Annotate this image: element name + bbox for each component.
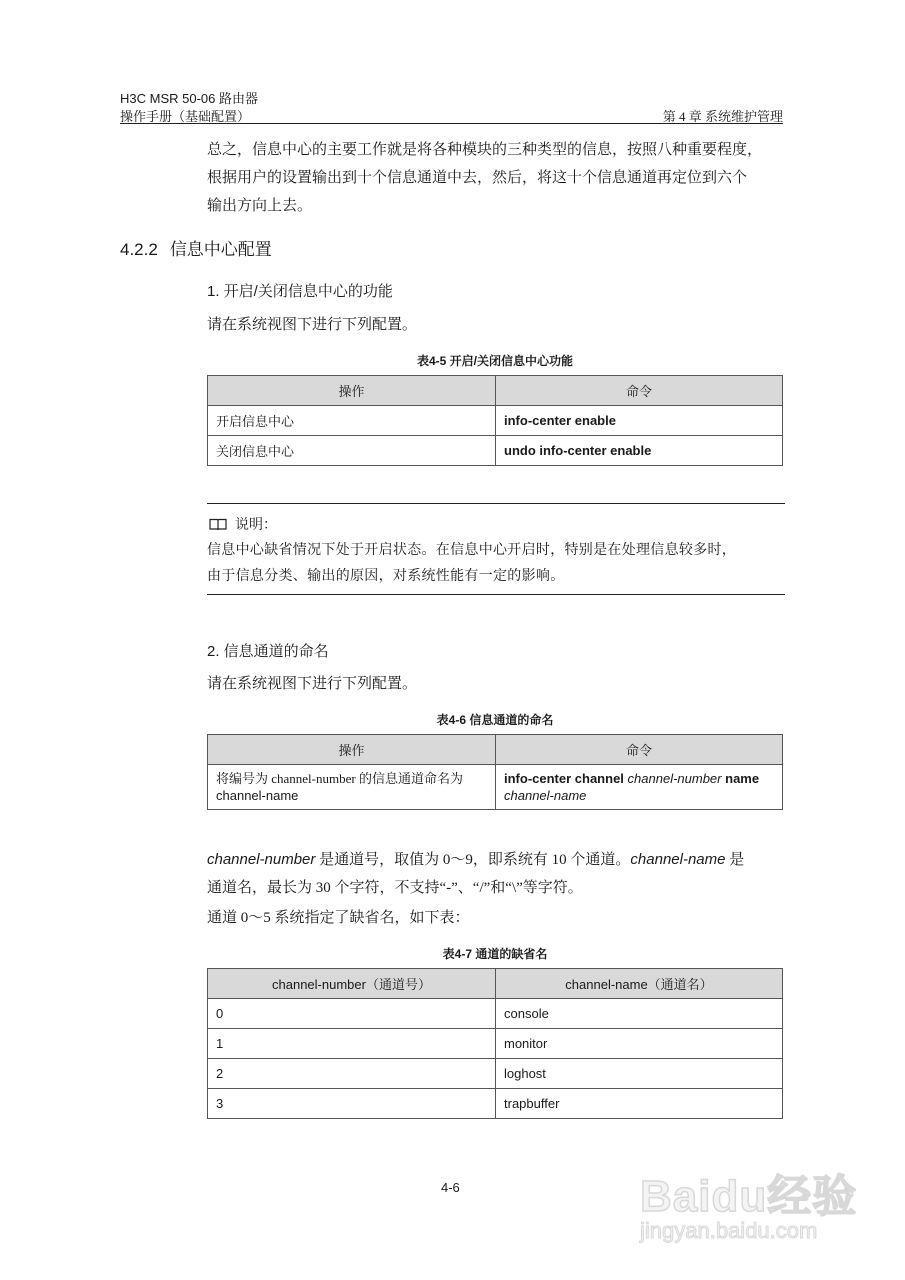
table-row — [208, 765, 783, 810]
header-manual: 操作手册（基础配置） — [120, 109, 251, 124]
desc-text: 通道名，最长为 30 个字符，不支持“-”、“/”和“\”等字符。 — [207, 880, 583, 896]
table-header: 命令 — [496, 376, 783, 406]
subsection-1-instruction: 请在系统视图下进行下列配置。 — [207, 317, 418, 333]
table-row — [208, 999, 783, 1029]
watermark — [640, 1160, 857, 1244]
table-cell: monitor — [496, 1029, 783, 1059]
table-row — [208, 436, 783, 466]
table-row — [208, 1029, 783, 1059]
intro-paragraph — [207, 136, 787, 220]
section-heading — [120, 235, 272, 260]
note-top-rule — [207, 503, 785, 504]
header-rule — [120, 123, 783, 124]
operation-text: channel-name — [216, 788, 299, 803]
table-header-row — [208, 969, 783, 999]
desc-text: 是通道号，取值为 0～9，即系统有 10 个通道。 — [315, 852, 631, 868]
table-cell: 1 — [208, 1029, 496, 1059]
table-cell: 3 — [208, 1089, 496, 1119]
table-4-6-caption: 表4-6 信息通道的命名 — [436, 713, 554, 727]
table-header: channel-name（通道名） — [496, 969, 783, 999]
section-number: 4.2.2 — [120, 240, 158, 259]
watermark-logo: Baidu经验 — [640, 1172, 858, 1221]
note-line: 由于信息分类、输出的原因，对系统性能有一定的影响。 — [207, 569, 565, 584]
table-header-row — [208, 735, 783, 765]
operation-text: 将编号为 channel-number 的信息通道命名为 — [216, 771, 463, 786]
table-4-7-caption: 表4-7 通道的缺省名 — [442, 947, 548, 961]
table-header: 操作 — [208, 376, 496, 406]
table-header-row — [208, 376, 783, 406]
param-name: channel-number — [207, 851, 316, 868]
table-4-5 — [207, 375, 783, 466]
note-bottom-rule — [207, 594, 785, 595]
table-cell: info-center enable — [496, 406, 783, 436]
subsection-2-instruction: 请在系统视图下进行下列配置。 — [207, 676, 418, 692]
subsection-2-title: 2. 信息通道的命名 — [207, 643, 329, 660]
command-param: channel-name — [504, 788, 587, 803]
command-param: channel-number — [627, 771, 722, 786]
table-cell-command — [496, 765, 783, 810]
table-row — [208, 1059, 783, 1089]
default-names-intro: 通道 0～5 系统指定了缺省名，如下表： — [207, 910, 470, 926]
table-cell: 关闭信息中心 — [208, 436, 496, 466]
table-cell: loghost — [496, 1059, 783, 1089]
table-cell: undo info-center enable — [496, 436, 783, 466]
header-product: H3C MSR 50-06 路由器 — [120, 91, 258, 106]
table-4-7 — [207, 968, 783, 1119]
intro-line: 根据用户的设置输出到十个信息通道中去，然后，将这十个信息通道再定位到六个 — [207, 170, 748, 186]
book-icon — [209, 518, 227, 530]
table-row — [208, 1089, 783, 1119]
table-4-5-caption: 表4-5 开启/关闭信息中心功能 — [416, 354, 573, 368]
table-cell: 开启信息中心 — [208, 406, 496, 436]
note-heading — [209, 514, 277, 534]
header-chapter: 第 4 章 系统维护管理 — [662, 109, 783, 124]
note-body — [207, 538, 792, 590]
desc-text: 是 — [725, 852, 745, 868]
section-title: 信息中心配置 — [169, 240, 272, 259]
intro-line: 输出方向上去。 — [207, 198, 313, 214]
watermark-url: jingyan.baidu.com — [640, 1218, 818, 1243]
subsection-1-title: 1. 开启/关闭信息中心的功能 — [207, 283, 393, 300]
note-title: 说明： — [235, 518, 277, 533]
table-cell: 2 — [208, 1059, 496, 1089]
table-4-6 — [207, 734, 783, 810]
channel-description — [207, 846, 787, 902]
table-cell: console — [496, 999, 783, 1029]
intro-line: 总之，信息中心的主要工作就是将各种模块的三种类型的信息，按照八种重要程度， — [207, 142, 763, 158]
page-number: 4-6 — [441, 1180, 460, 1195]
table-row — [208, 406, 783, 436]
note-line: 信息中心缺省情况下处于开启状态。在信息中心开启时，特别是在处理信息较多时， — [207, 543, 737, 558]
table-cell: 0 — [208, 999, 496, 1029]
table-cell: trapbuffer — [496, 1089, 783, 1119]
table-cell-operation — [208, 765, 496, 810]
command-keyword: info-center channel — [504, 771, 624, 786]
table-header: 命令 — [496, 735, 783, 765]
table-header: channel-number（通道号） — [208, 969, 496, 999]
table-header: 操作 — [208, 735, 496, 765]
command-keyword: name — [725, 771, 760, 786]
param-name: channel-name — [630, 851, 726, 868]
